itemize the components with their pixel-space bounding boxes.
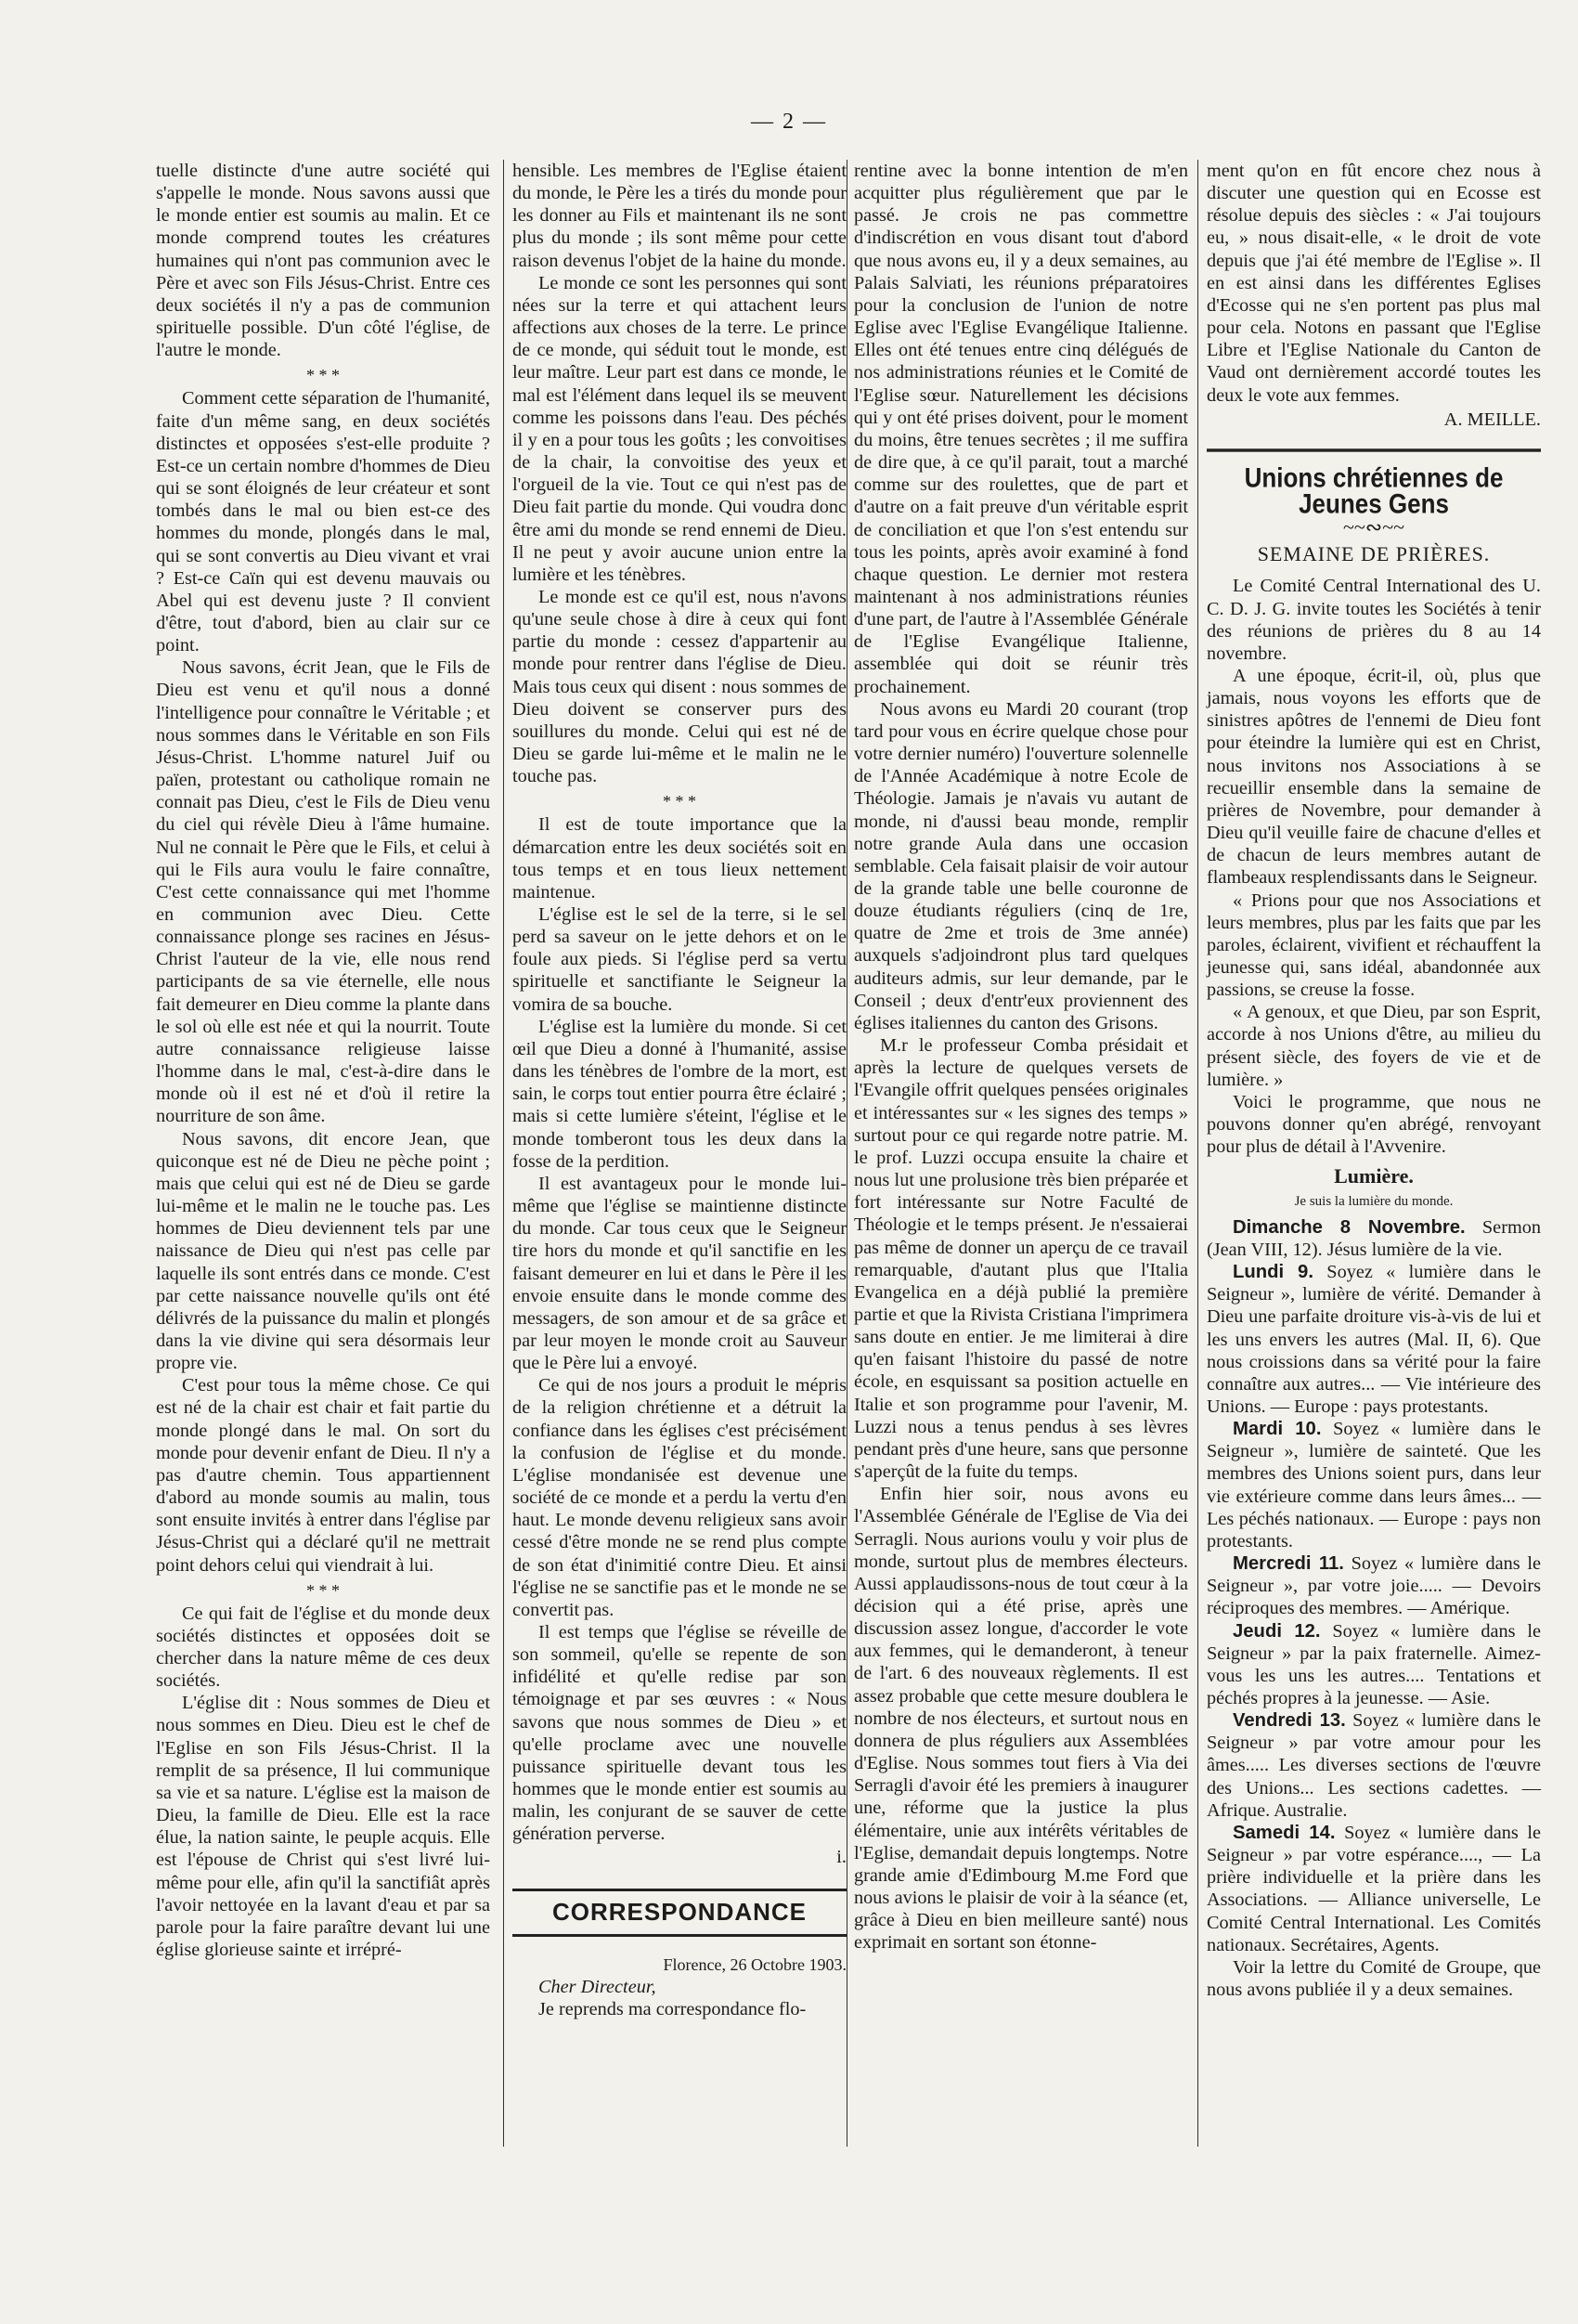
paragraph: Il est de toute importance que la démarcation entre les deux sociétés soit en tous temps et en tous lieux nettement maintenue. xyxy=(512,814,847,902)
column-2 xyxy=(512,160,847,2020)
day-text: Soyez « lumière dans le Seigneur », lumière de vérité. Demander à Dieu une parfaite droiture vis-à-vis de lui et les uns envers les autres (Mal. II, 6). Que nous croissions dans sa vérité pour la faire connaître aux autres... — Vie intérieure des Unions. — Europe : pays protestants. xyxy=(1207,1262,1541,1417)
day-text: Sermon (Jean VIII, 12). Jésus lumière de la vie. xyxy=(1207,1216,1541,1260)
program-day xyxy=(1207,1261,1541,1418)
paragraph: Voici le programme, que nous ne pouvons donner qu'en abrégé, renvoyant pour plus de détail à l'Avvenire. xyxy=(1207,1091,1541,1158)
paragraph: Le monde est ce qu'il est, nous n'avons qu'une seule chose à dire à ceux qui font partie du monde : cessez d'appartenir au monde pour rentrer dans l'église de Dieu. Mais tous ceux qui disent : nous sommes de Dieu doivent se conserver purs des souillures du monde. Celui qui est né de Dieu se garde lui-même et le malin ne le touche pas. xyxy=(512,586,847,787)
program-day xyxy=(1207,1709,1541,1822)
day-text: Soyez « lumière dans le Seigneur », par votre joie..... — Devoirs réciproques des membres. — Amérique. xyxy=(1207,1553,1541,1619)
day-label: Mercredi 11. xyxy=(1233,1553,1344,1575)
paragraph: « Prions pour que nos Associations et leurs membres, plus par les faits que par les paroles, éclairent, vivifient et réchauffent la jeunesse qui, sans idéal, abandonnée aux passions, se creuse la fosse. xyxy=(1207,889,1541,1001)
subheading: SEMAINE DE PRIÈRES. xyxy=(1257,542,1491,566)
paragraph: Le Comité Central International des U. C. D. J. G. invite toutes les Sociétés à tenir des réunions de prières du 8 au 14 novembre. xyxy=(1207,576,1541,664)
program-day xyxy=(1207,1552,1541,1619)
ornament-divider: ~~∾~~ xyxy=(1342,515,1405,539)
asterism: * * * xyxy=(663,792,696,811)
paragraph: L'église est le sel de la terre, si le sel perd sa saveur on le jette dehors et on le foule aux pieds. Si l'église perd sa vertu spirituelle et sanctifiante le Seigneur la vomira de sa bouche. xyxy=(512,904,847,1015)
paragraph: Nous avons eu Mardi 20 courant (trop tard pour vous en écrire quelque chose pour votre dernier numéro) l'ouverture solennelle de l'Année Académique à notre Ecole de Théologie. Jamais je n'avais vu autant de monde, ni d'aussi beau monde, remplir notre grande Aula dans une occasion semblable. Cela faisait plaisir de voir autour de la grande table une belle couronne de douze étudiants réguliers (cinq de 1re, quatre de 2me et trois de 3me année) auxquels s'adjoindront plus tard quelques auditeurs admis, sur leur demande, par le Conseil ; deux d'entr'eux proviennent des églises italiennes du canton des Grisons. xyxy=(854,698,1188,1033)
program-subtitle: Je suis la lumière du monde. xyxy=(1294,1193,1454,1209)
asterism: * * * xyxy=(306,1580,340,1600)
program-title: Lumière. xyxy=(1334,1164,1414,1188)
paragraph: rentine avec la bonne intention de m'en acquitter plus régulièrement que par le passé. Je crois ne pas commettre d'indiscrétion en vous disant tout d'abord que nous avons eu, il y a deux semaines, au Palais Salviati, les réunions préparatoires pour la conclusion de l'union de notre Eglise avec l'Eglise Evangélique Italienne. Elles ont été tenues entre cinq délégués de nos administrations réunies et le Comité de l'Eglise sœur. Naturellement les décisions qui y ont été prises doivent, pour le moment du moins, être tenues secrètes ; il me suffira de dire que, à ce qu'il parait, tout a marché comme sur des roulettes, que de part et d'autre on a fait preuve d'un véritable esprit de conciliation et que l'on s'est entendu sur tous les points, après avoir examiné à fond chaque question. Le dernier mot restera maintenant à nos administrations réunies d'une part, de l'autre à l'Assemblée Générale de l'Eglise Evangélique Italienne, assemblée qui doit se réunir très prochainement. xyxy=(854,161,1188,697)
day-label: Mardi 10. xyxy=(1233,1419,1322,1440)
column-1 xyxy=(156,160,490,1961)
paragraph: Il est temps que l'église se réveille de son sommeil, qu'elle se repente de son infidélité et qu'elle redise par son témoignage et par ses œuvres : « Nous savons que nous sommes de Dieu » et qu'elle proclame avec une nouvelle puissance spirituelle devant tous les hommes que le monde entier est soumis au malin, les conjurant de se sauver de cette génération perverse. xyxy=(512,1622,847,1845)
day-text: Soyez « lumière dans le Seigneur » par votre amour pour les âmes..... Les diverses sections de l'œuvre des Unions... Les sections cadettes. — Afrique. Australie. xyxy=(1207,1710,1541,1821)
paragraph: Le monde ce sont les personnes qui sont nées sur la terre et qui attachent leurs affections aux choses de la terre. Le prince de ce monde, qui séduit tout le monde, est leur maître. Leur part est dans ce monde, le mal est l'élément dans lequel ils se meuvent comme les poissons dans l'eau. Des péchés il y en a pour tous les goûts ; les convoitises de la chair, la convoitise des yeux et l'orgueil de la vie. Tout ce qui n'est pas de Dieu fait partie du monde. Qui voudra donc être ami du monde se rend ennemi de Dieu. Il ne peut y avoir aucune union entre la lumière et les ténèbres. xyxy=(512,272,847,585)
day-label: Vendredi 13. xyxy=(1233,1710,1346,1732)
program-day xyxy=(1207,1216,1541,1261)
day-label: Dimanche 8 Novembre. xyxy=(1233,1216,1466,1238)
page-number: — 2 — xyxy=(751,110,827,134)
author-signature: A. MEILLE. xyxy=(1443,409,1541,430)
program-day xyxy=(1207,1620,1541,1710)
program-day xyxy=(1207,1418,1541,1552)
asterism: * * * xyxy=(306,366,340,385)
column-divider xyxy=(1197,160,1198,2147)
day-text: Soyez « lumière dans le Seigneur » par votre espérance...., — La prière individuelle et la prière dans les Associations. — Alliance universelle, Le Comité Central International. Les Comités nationaux. Secrétaires, Agents. xyxy=(1207,1822,1541,1955)
day-label: Lundi 9. xyxy=(1233,1262,1313,1283)
paragraph: Voir la lettre du Comité de Groupe, que nous avons publiée il y a deux semaines. xyxy=(1207,1956,1541,2001)
paragraph: C'est pour tous la même chose. Ce qui est né de la chair est chair et fait partie du monde plongé dans le mal. On sort du monde pour devenir enfant de Dieu. Il n'y a pas d'autre chemin. Tous appartiennent d'abord au monde soumis au malin, tous sont ensuite invités à entrer dans l'église par Jésus-Christ qui a déclaré qu'il ne mettrait point dehors celui qui viendrait à lui. xyxy=(156,1375,490,1576)
paragraph: hensible. Les membres de l'Eglise étaient du monde, le Père les a tirés du monde pour les donner au Fils et maintenant ils ne sont plus du monde ; ils sont même pour cette raison devenus l'objet de la haine du monde. xyxy=(512,161,847,271)
day-label: Samedi 14. xyxy=(1233,1822,1336,1843)
day-text: Soyez « lumière dans le Seigneur » par la paix fraternelle. Aimez-vous les uns les autres.... Tentations et péchés propres à la jeunesse. — Asie. xyxy=(1207,1620,1541,1708)
paragraph: Ce qui de nos jours a produit le mépris de la religion chrétienne et a détruit la confiance dans les églises c'est précisément la confusion de l'église et du monde. L'église mondanisée est devenue une société de ce monde et a perdu la vertu d'en haut. Le monde devenu religieux sans avoir cessé d'être monde ne se rend plus compte de son état d'inimitié contre Dieu. Et ainsi l'église ne se sanctifie pas et le monde ne se convertit pas. xyxy=(512,1375,847,1620)
paragraph: M.r le professeur Comba présidait et après la lecture de quelques versets de l'Evangile offrit quelques pensées originales et intéressantes sur « les signes des temps » surtout pour ce qui regarde notre patrie. M. le prof. Luzzi occupa ensuite la chaire et nous lut une prolusione très bien préparée et fort intéressante sur Notre Faculté de Théologie et le temps présent. Je n'essaierai pas même de donner un aperçu de ce travail remarquable, d'autant plus que l'Italia Evangelica en a déjà publié la première partie et que la Rivista Cristiana l'imprimera sans doute en entier. Je me limiterai à dire qu'en faisant l'histoire du passé de notre école, en esquissant sa position actuelle en Italie et son programme pour l'avenir, M. Luzzi nous a tenus pendus à ses lèvres pendant près d'une heure, sans que personne s'aperçût de la fuite du temps. xyxy=(854,1035,1188,1483)
paragraph: Il est avantageux pour le monde lui-même que l'église se maintienne distincte du monde. Car tous ceux que le Seigneur tire hors du monde et qu'il sanctifie en les faisant demeurer en lui et dans le Père il les envoie ensuite dans le monde comme des messagers, de son amour et de sa grâce et par leur moyen le monde croit au Sauveur que le Père lui a envoyé. xyxy=(512,1173,847,1374)
paragraph: Nous savons, écrit Jean, que le Fils de Dieu est venu et qu'il nous a donné l'intelligence pour connaître le Véritable ; et nous sommes dans le Véritable en son Fils Jésus-Christ. L'homme naturel Juif ou païen, protestant ou catholique romain ne connait pas Dieu, c'est le Fils de Dieu venu du ciel qui révèle Dieu à l'âme humaine. Nul ne connait le Père que le Fils, et celui à qui le Fils aura voulu le faire connaître, C'est cette connaissance qui met l'homme en communion avec Dieu. Cette connaissance plonge ses racines en Jésus-Christ l'auteur de la vie, elle nous rend participants de sa vie éternelle, elle nous fait demeurer en Dieu comme la plante dans le sol où elle est née et qui la nourrit. Toute autre connaissance religieuse laisse l'homme dans le mal, c'est-à-dire dans le monde où il est né et d'où il retire la nourriture de son âme. xyxy=(156,657,490,1127)
paragraph: L'église dit : Nous sommes de Dieu et nous sommes en Dieu. Dieu est le chef de l'Eglise en son Fils Jésus-Christ. Il la remplit de sa présence, Il lui communique sa vie et sa nature. L'église est la maison de Dieu, la famille de Dieu. Elle est la race élue, la nation sainte, le peuple acquis. Elle est l'épouse de Christ qui s'est livré lui-même pour elle, afin qu'il la sanctifiât après l'avoir nettoyée en la lavant d'eau et par sa parole pour la faire paraître devant lui une église glorieuse sainte et irrépré- xyxy=(156,1693,490,1961)
column-3 xyxy=(854,160,1188,1954)
paragraph: tuelle distincte d'une autre société qui s'appelle le monde. Nous savons aussi que le monde entier est soumis au malin. Et ce monde comprend toutes les créatures humaines qui n'ont pas communion avec le Père et avec son Fils Jésus-Christ. Entre ces deux sociétés il n'y a pas de communion spirituelle possible. D'un côté l'église, de l'autre le monde. xyxy=(156,161,490,361)
day-text: Soyez « lumière dans le Seigneur », lumière de sainteté. Que les membres des Unions soient purs, dans leur vie extérieure comme dans leurs âmes... — Les péchés nationaux. — Europe : pays non protestants. xyxy=(1207,1419,1542,1551)
program-day xyxy=(1207,1822,1541,1956)
paragraph: Je reprends ma correspondance flo- xyxy=(538,1999,807,2020)
section-heading: Unions chrétiennes de Jeunes Gens xyxy=(1207,448,1541,516)
paragraph: « A genoux, et que Dieu, par son Esprit, accorde à nos Unions d'être, au milieu du présent siècle, des foyers de vie et de lumière. » xyxy=(1207,1002,1541,1090)
article-signature: i. xyxy=(836,1846,847,1867)
paragraph: Nous savons, dit encore Jean, que quiconque est né de Dieu ne pèche point ; mais que celui qui est né de Dieu se garde lui-même et le malin ne le touche pas. Les hommes de Dieu deviennent tels par une naissance de Dieu qui n'est pas celle par laquelle ils sont entrés dans ce monde. C'est par cette naissance nouvelle qu'ils ont été délivrés de la puissance du malin et plongés dans la vie divine qui sera désormais leur propre vie. xyxy=(156,1128,490,1374)
paragraph: Comment cette séparation de l'humanité, faite d'un même sang, en deux sociétés distinctes et opposées s'est-elle produite ? Est-ce un certain nombre d'hommes de Dieu qui se sont éloignés de leur créateur et sont tombés dans le mal ou bien est-ce des hommes du monde, plongés dans le mal, qui se sont convertis au Dieu vivant et vrai ? Est-ce Caïn qui est devenu mauvais ou Abel qui est devenu juste ? Il convient d'être, tout d'abord, bien au clair sur ce point. xyxy=(156,388,490,656)
paragraph: A une époque, écrit-il, où, plus que jamais, nous voyons les efforts que de sinistres apôtres de l'ennemi de Dieu font pour éteindre la lumière qui est en Christ, nous invitons nos Associations à se recueillir ensemble dans la semaine de prières de Novembre, pour demander à Dieu qu'il veuille faire de chacune d'elles et de chacun de leurs membres autant de flambeaux resplendissants dans le Seigneur. xyxy=(1207,665,1541,889)
paragraph: Ce qui fait de l'église et du monde deux sociétés distinctes et opposées doit se chercher dans la nature même de ces deux sociétés. xyxy=(156,1603,490,1692)
paragraph: L'église est la lumière du monde. Si cet œil que Dieu a donné à l'humanité, assise dans les ténèbres de l'ombre de la mort, est sain, le corps tout entier pourra être éclairé ; mais si cette lumière s'éteint, l'église et le monde tomberont tous les deux dans la fosse de la perdition. xyxy=(512,1016,847,1172)
column-4 xyxy=(1207,160,1541,2001)
correspondance-heading: CORRESPONDANCE xyxy=(512,1889,847,1937)
dateline: Florence, 26 Octobre 1903. xyxy=(663,1954,847,1974)
column-divider xyxy=(503,160,504,2147)
day-label: Jeudi 12. xyxy=(1233,1620,1321,1642)
paragraph: ment qu'on en fût encore chez nous à discuter une question qui en Ecosse est résolue depuis des siècles : « J'ai toujours eu, » nous disait-elle, « le droit de vote depuis que j'ai été membre de l'Eglise ». Il en est ainsi dans les différentes Eglises d'Ecosse qui ne s'en portent pas plus mal pour cela. Notons en passant que l'Eglise Libre et l'Eglise Nationale du Canton de Vaud ont dernièrement accordé toutes les deux le vote aux femmes. xyxy=(1207,161,1541,406)
salutation: Cher Directeur, xyxy=(538,1977,656,1998)
paragraph: Enfin hier soir, nous avons eu l'Assemblée Générale de l'Eglise de Via dei Serragli. Nous aurions voulu y voir plus de monde, surtout plus de membres électeurs. Aussi applaudissons-nous de tout cœur à la décision qui a été prise, après une discussion assez longue, d'accorder le vote aux femmes, qui le demanderont, à teneur de l'art. 6 des nouveaux règlements. Il est assez probable que cette mesure doublera le nombre de nos électeurs, et surtout nous en donnera de plus réguliers aux Assemblées d'Eglise. Nous sommes tout fiers à Via dei Serragli d'avoir été les premiers à inaugurer une, réforme que la justice la plus élémentaire, unie aux intérêts véritables de l'Eglise, demandait depuis longtemps. Notre grande amie d'Edimbourg M.me Ford que nous avions le plaisir de voir à la séance (et, grâce à Dieu en bien meilleure santé) nous exprimait en sortant son étonne- xyxy=(854,1484,1188,1954)
